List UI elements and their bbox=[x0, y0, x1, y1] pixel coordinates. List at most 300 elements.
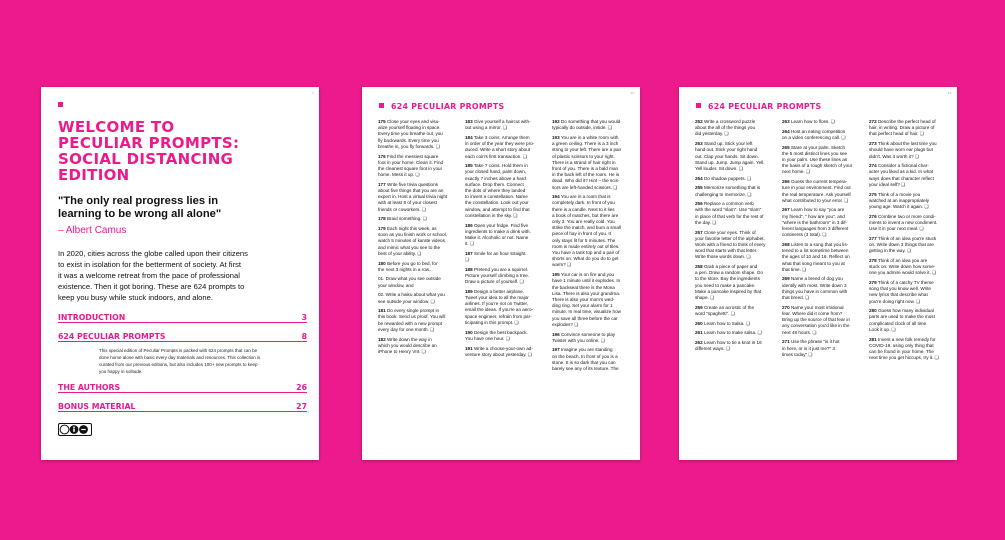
prompt-text: stone. It is so dark that you can bbox=[552, 359, 616, 365]
prompt-number: 261 bbox=[695, 330, 703, 336]
prompt-item bbox=[465, 135, 541, 160]
prompt-text: "where is the bathroom" in 3 dif- bbox=[782, 219, 848, 225]
prompt-number: 271 bbox=[782, 339, 790, 345]
quote-line: "The only real progress lies in bbox=[58, 195, 219, 207]
prompt-text: typically do outside, inside. ❑ bbox=[552, 125, 613, 131]
toc-item-prompts[interactable] bbox=[58, 332, 307, 341]
prompt-line bbox=[869, 248, 945, 254]
prompt-item bbox=[869, 236, 945, 255]
prompt-text: Do every single prompt in bbox=[386, 308, 440, 314]
prompt-text: on a video conferencing call. ❑ bbox=[782, 134, 846, 140]
pink-square-marker bbox=[58, 102, 63, 107]
prompt-text: ferent languages from 3 different bbox=[782, 226, 849, 232]
prompt-text: the ages of 10 and 16. Reflect on bbox=[782, 254, 850, 260]
prompt-text: Design the best backpack. bbox=[473, 329, 528, 335]
prompt-line bbox=[378, 349, 454, 355]
prompt-number: 175 bbox=[378, 119, 386, 124]
prompt-line bbox=[782, 169, 858, 175]
page-number: 12 bbox=[630, 91, 634, 95]
prompt-number: 178 bbox=[378, 216, 386, 222]
prompt-text: You are in a room that is bbox=[560, 194, 611, 200]
prompt-text: alize yourself floating in space. bbox=[378, 125, 441, 131]
prompt-text: venture story about yesterday. ❑ bbox=[465, 351, 532, 357]
prompt-item bbox=[695, 264, 771, 301]
prompt-number: 187 bbox=[465, 250, 473, 256]
prompt-text: Close your eyes and visu- bbox=[386, 119, 440, 124]
prompt-line bbox=[869, 131, 945, 137]
prompt-number: 258 bbox=[695, 264, 703, 270]
toc-page-number: 3 bbox=[301, 313, 307, 322]
prompt-text: in the back left of the room. He is bbox=[552, 172, 620, 178]
prompt-line bbox=[378, 267, 454, 273]
prompt-line bbox=[695, 192, 771, 198]
prompt-line bbox=[869, 299, 945, 305]
prompt-text: a green ceiling. There is a 3 inch bbox=[552, 141, 619, 147]
prompt-text: Smile for an hour straight. bbox=[473, 250, 527, 256]
prompt-number: 268 bbox=[782, 241, 790, 247]
prompt-text: the backseat there is the Mona bbox=[552, 284, 615, 290]
toc-page-number: 8 bbox=[301, 332, 307, 341]
title-line: SOCIAL DISTANCING bbox=[58, 150, 234, 168]
prompt-text: have 1 minute until it explodes. In bbox=[552, 278, 621, 284]
prompt-text: Take 7 coins. Hold them in bbox=[473, 163, 528, 169]
prompt-text: did yesterday. ❑ bbox=[695, 131, 729, 137]
prompt-number: 265 bbox=[782, 144, 790, 150]
prompt-text: expert in. Host a virtual trivia night bbox=[378, 194, 448, 200]
prompt-text: ❑ bbox=[465, 257, 470, 263]
prompt-column bbox=[378, 119, 454, 359]
prompt-text: soon as you finish work or school, bbox=[378, 232, 447, 238]
prompt-item bbox=[465, 346, 541, 358]
prompt-text: a pen. Draw a random shape. Go bbox=[695, 270, 763, 276]
prompt-line bbox=[695, 311, 771, 317]
prompt-text: with the word "slam". Use "slam" bbox=[695, 207, 762, 213]
prompt-number: 194 bbox=[552, 194, 560, 200]
prompt-text: times today" ❑ bbox=[782, 351, 813, 357]
prompt-item bbox=[695, 119, 771, 138]
prompt-number: 180 bbox=[378, 260, 386, 266]
prompt-item bbox=[695, 321, 771, 327]
prompt-number: 274 bbox=[869, 163, 877, 169]
prompt-text: ture in your environment. Find out bbox=[782, 185, 851, 191]
prompt-item bbox=[378, 216, 454, 222]
creative-commons-license-icon bbox=[58, 423, 92, 436]
prompt-line bbox=[869, 154, 945, 160]
prompt-item bbox=[552, 135, 628, 191]
prompt-column bbox=[695, 119, 771, 356]
prompt-text: with at least 5 of your closest bbox=[378, 200, 437, 206]
prompt-text: a book of matches, but there are bbox=[552, 212, 619, 218]
prompt-number: 254 bbox=[695, 175, 703, 181]
prompt-number: 276 bbox=[869, 213, 877, 219]
prompt-text: your ideal self? ❑ bbox=[869, 181, 906, 187]
prompt-text: of plastic scissors to your right. bbox=[552, 153, 615, 159]
prompt-text: Learn how to tie a knot in 16 bbox=[703, 340, 762, 346]
prompt-item bbox=[378, 337, 454, 356]
intro-paragraph bbox=[58, 248, 314, 303]
prompt-text: Make it. Alcoholic or not. Name bbox=[465, 234, 529, 240]
prompt-text: You have a tank top and a pair of bbox=[552, 250, 620, 256]
prompt-text: Guess how many individual bbox=[877, 308, 934, 314]
prompt-text: Memorize something that is bbox=[703, 185, 761, 191]
prompt-text: Replace a common verb bbox=[703, 201, 754, 207]
prompt-text: Name a breed of dog you bbox=[790, 276, 843, 282]
page-header bbox=[379, 102, 504, 111]
prompt-line bbox=[378, 172, 454, 178]
quote-line: learning to be wrong all alone" bbox=[58, 208, 222, 220]
prompt-number: 197 bbox=[552, 347, 560, 353]
prompt-item bbox=[782, 119, 858, 125]
prompt-text: out using a mirror. ❑ bbox=[465, 125, 508, 131]
prompt-item bbox=[378, 276, 454, 288]
prompt-text: watch 5 minutes of karate videos bbox=[378, 238, 445, 244]
toc-item-authors[interactable] bbox=[58, 383, 307, 392]
title-line: EDITION bbox=[58, 166, 130, 184]
prompt-line bbox=[552, 262, 628, 268]
toc-divider bbox=[58, 411, 307, 412]
prompt-line bbox=[552, 185, 628, 191]
prompt-text: what contributed to your error. ❑ bbox=[782, 197, 849, 203]
prompt-item bbox=[465, 330, 541, 342]
prompt-number: 259 bbox=[695, 304, 703, 310]
prompt-item bbox=[782, 129, 858, 141]
prompt-text: Imagine you are standing bbox=[560, 347, 613, 353]
prompt-text: the cleanest square foot in your bbox=[378, 165, 443, 171]
prompt-item bbox=[465, 267, 541, 286]
toc-description-line: curated from our previous editions, but also includes 100+ new prompts to keep bbox=[99, 362, 258, 367]
prompt-text: breathe in, you fly forwards. ❑ bbox=[378, 143, 440, 149]
prompt-item bbox=[552, 272, 628, 328]
page-number: 7 bbox=[311, 91, 313, 95]
prompt-number: 190 bbox=[465, 329, 473, 335]
prompt-text: exactly 7 inches above a hard bbox=[465, 175, 526, 181]
prompt-text: 01. Draw what you see outside bbox=[378, 276, 441, 282]
prompt-text: that time. ❑ bbox=[782, 266, 807, 272]
prompt-item bbox=[869, 141, 945, 160]
prompt-text: about five things that you are an bbox=[378, 188, 444, 194]
prompt-text: There is a strand of hair right in bbox=[552, 159, 616, 165]
prompt-text: Write down the way in bbox=[386, 336, 432, 342]
prompt-text: can be found in your home. The bbox=[869, 349, 934, 354]
prompt-item bbox=[695, 340, 771, 352]
prompt-line bbox=[465, 125, 541, 131]
prompt-number: 253 bbox=[695, 141, 703, 147]
prompt-text: fear. Where did it come from? bbox=[782, 310, 843, 316]
prompt-line bbox=[782, 198, 858, 204]
prompt-text: Work with a friend to think of every bbox=[695, 241, 766, 247]
prompt-text: Grab a piece of paper and bbox=[703, 264, 758, 270]
prompt-number: 267 bbox=[782, 207, 790, 213]
toc-item-bonus[interactable] bbox=[58, 402, 307, 411]
prompt-text: Tweet your idea to all the major bbox=[465, 295, 529, 301]
prompt-line bbox=[378, 327, 454, 333]
toc-label: 624 PECULIAR PROMPTS bbox=[58, 332, 166, 341]
prompt-text: each coin's first transaction. ❑ bbox=[465, 153, 527, 159]
prompt-text: ingredients to make a drink with. bbox=[465, 228, 531, 234]
prompt-line bbox=[465, 241, 541, 247]
prompt-item bbox=[869, 280, 945, 305]
prompt-text: strike the match, and burn a small bbox=[552, 225, 621, 231]
toc-description-line: you happy in solitude. bbox=[99, 369, 143, 374]
prompt-text: that perfect head of hair. ❑ bbox=[869, 131, 924, 137]
intro-line: existence. Then it got boring. These are 624 prompts to bbox=[58, 282, 245, 291]
prompt-item bbox=[782, 242, 858, 273]
prompt-item bbox=[552, 194, 628, 268]
prompt-number: 266 bbox=[782, 179, 790, 185]
prompt-text: Use the phrase "is it hot bbox=[790, 339, 840, 345]
prompt-column bbox=[782, 119, 858, 361]
prompt-number: 196 bbox=[552, 331, 560, 337]
prompt-line bbox=[695, 346, 771, 352]
prompt-text: shape. ❑ bbox=[695, 295, 715, 301]
prompt-text: Think about the last time you bbox=[877, 141, 937, 147]
prompt-text: You have one hour. ❑ bbox=[465, 335, 510, 341]
prompt-text: it. ❑ bbox=[465, 241, 474, 247]
prompt-item bbox=[465, 223, 541, 248]
prompt-line bbox=[465, 279, 541, 285]
prompt-line bbox=[552, 125, 628, 131]
prompt-text: ways does that character reflect bbox=[869, 175, 934, 181]
prompt-item bbox=[695, 201, 771, 226]
prompt-text: Yell louder. Sit down. ❑ bbox=[695, 165, 743, 171]
toc-divider bbox=[58, 322, 307, 323]
prompt-line bbox=[378, 299, 454, 305]
prompt-text: word "spaghetti". ❑ bbox=[695, 310, 735, 316]
prompt-text: home. Mess it up. ❑ bbox=[378, 172, 420, 178]
prompt-text: hand out. Stick your right hand bbox=[695, 147, 758, 153]
prompt-line bbox=[695, 330, 771, 336]
prompt-item bbox=[552, 119, 628, 131]
prompt-text: stuck on. Write down how some- bbox=[869, 264, 936, 270]
prompt-number: 270 bbox=[782, 304, 790, 310]
prompt-item bbox=[869, 337, 945, 362]
prompt-item bbox=[782, 207, 858, 238]
toc-description-line: done home alone with basic every day materials and resources. This collection is bbox=[99, 355, 261, 360]
prompt-text: window, and attempt to find that bbox=[465, 206, 530, 212]
prompt-text: hair, in writing. Draw a picture of bbox=[869, 125, 935, 131]
prompt-text: Learn how to floss. ❑ bbox=[790, 119, 835, 124]
prompt-text: Twister with you online. ❑ bbox=[552, 337, 605, 343]
prompt-number: 192 bbox=[552, 119, 560, 124]
prompt-text: constellation in the sky. ❑ bbox=[465, 212, 518, 218]
prompt-text: surface. Drop them. Connect bbox=[465, 181, 524, 187]
prompt-number: 183 bbox=[465, 119, 473, 124]
prompt-text: Give yourself a haircut with- bbox=[473, 119, 531, 124]
prompt-item bbox=[378, 261, 454, 273]
prompt-text: fly backwards. Every time you bbox=[378, 137, 439, 143]
prompt-line bbox=[695, 166, 771, 172]
prompt-number: 189 bbox=[465, 288, 473, 294]
prompt-column bbox=[552, 119, 628, 376]
prompt-number: 179 bbox=[378, 226, 386, 232]
prompt-text: Braid something. ❑ bbox=[386, 216, 427, 222]
prompt-number: 263 bbox=[782, 119, 790, 124]
prompt-text: Look it up. ❑ bbox=[869, 326, 896, 332]
prompt-item bbox=[695, 176, 771, 182]
prompt-item bbox=[552, 347, 628, 372]
prompt-text: see outside your window. ❑ bbox=[378, 298, 435, 304]
prompt-text: Consider a fictional char- bbox=[877, 163, 929, 169]
prompt-text: ticipating in this prompt. ❑ bbox=[465, 319, 519, 325]
prompt-text: Stare at your palm. Sketch bbox=[790, 144, 846, 150]
prompt-text: the real temperature. Ask yourself bbox=[782, 191, 851, 197]
prompt-item bbox=[695, 185, 771, 197]
prompt-line bbox=[695, 321, 771, 327]
prompt-line bbox=[695, 295, 771, 301]
prompt-line bbox=[552, 322, 628, 328]
prompt-number: 280 bbox=[869, 308, 877, 314]
prompt-number: 256 bbox=[695, 201, 703, 207]
prompt-text: ments to invent a new condiment. bbox=[869, 219, 938, 225]
prompt-line bbox=[378, 207, 454, 213]
prompt-text: Picture yourself climbing a tree. bbox=[465, 272, 530, 278]
prompt-text: this book. Send us proof. You will bbox=[378, 314, 446, 320]
prompt-text: new lyrics that describe what bbox=[869, 292, 928, 298]
prompt-number: 281 bbox=[869, 336, 877, 342]
prompt-line bbox=[869, 355, 945, 361]
prompt-number: 195 bbox=[552, 272, 560, 278]
prompt-text: Design a better airplane. bbox=[473, 288, 525, 294]
prompt-line bbox=[465, 352, 541, 358]
prompt-text: airlines. If you're not on Twitter, bbox=[465, 301, 529, 307]
prompt-text: identify with most. Write down 3 bbox=[782, 282, 847, 288]
prompt-text: getting in the way. ❑ bbox=[869, 248, 912, 254]
prompt-item bbox=[378, 292, 454, 304]
prompt-columns bbox=[378, 119, 628, 456]
prompt-item bbox=[869, 119, 945, 138]
prompt-text: best of your ability. ❑ bbox=[378, 250, 422, 256]
prompt-line bbox=[378, 283, 454, 289]
intro-line: to exist in isolation for the betterment of society. At first bbox=[58, 260, 242, 269]
prompt-number: 184 bbox=[465, 134, 473, 140]
prompt-text: next home. ❑ bbox=[782, 169, 811, 175]
prompt-item bbox=[378, 308, 454, 333]
prompt-text: Think of an idea you're stuck bbox=[877, 235, 937, 241]
prompt-item bbox=[378, 119, 454, 150]
prompt-text: the basis of a rough sketch of your bbox=[782, 163, 853, 169]
prompt-text: every day for one month. ❑ bbox=[378, 326, 435, 332]
prompt-text: duced. Write a short story about bbox=[465, 147, 531, 153]
prompt-text: Think of an idea you are bbox=[877, 257, 928, 263]
prompt-text: you're doing right now. ❑ bbox=[869, 298, 921, 304]
prompt-text: Do shadow puppets. ❑ bbox=[703, 175, 752, 181]
prompt-text: string to your left. There are a pair bbox=[552, 147, 622, 153]
toc-divider bbox=[58, 392, 307, 393]
prompt-text: Open your fridge. Find five bbox=[473, 222, 529, 228]
prompt-item bbox=[552, 332, 628, 344]
prompt-text: Lisa. There is also your grandma. bbox=[552, 290, 621, 296]
prompt-line bbox=[552, 338, 628, 344]
toc-label: BONUS MATERIAL bbox=[58, 402, 136, 411]
prompt-text: different ways. ❑ bbox=[695, 346, 730, 352]
toc-page-number: 27 bbox=[296, 402, 307, 411]
prompt-line bbox=[869, 226, 945, 232]
prompt-text: sors are left-handed scissors. ❑ bbox=[552, 184, 618, 190]
prompt-text: and mimic what you see to the bbox=[378, 244, 441, 250]
toc-page-number: 26 bbox=[296, 383, 307, 392]
prompt-line bbox=[378, 144, 454, 150]
prompt-text: completely dark. In front of you bbox=[552, 200, 615, 206]
prompt-text: explodes? ❑ bbox=[552, 321, 579, 327]
prompt-text: Learn how to Salsa. ❑ bbox=[703, 320, 750, 326]
toc-item-introduction[interactable] bbox=[58, 313, 307, 322]
prompt-item bbox=[869, 258, 945, 277]
prompt-text: dead. Who did it? Hint – the scis- bbox=[552, 178, 620, 184]
prompt-text: piece of hay in front of you. It bbox=[552, 231, 611, 237]
prompt-text: barely see any of its texture. The bbox=[552, 366, 619, 372]
prompt-text: minute. In real time, visualize how bbox=[552, 309, 621, 315]
prompt-item bbox=[695, 330, 771, 336]
prompt-text: in order of the year they were pro- bbox=[465, 141, 535, 147]
prompt-line bbox=[465, 336, 541, 342]
page-header bbox=[696, 102, 821, 111]
prompt-text: should have worn ear plugs but bbox=[869, 147, 933, 153]
prompt-line bbox=[552, 366, 628, 372]
prompt-item bbox=[782, 339, 858, 358]
prompt-text: your window, and bbox=[378, 282, 414, 288]
prompt-number: 262 bbox=[695, 340, 703, 346]
prompt-text: the next 3 nights in a row... bbox=[378, 266, 433, 272]
prompt-number: 193 bbox=[552, 134, 560, 140]
prompt-number: 191 bbox=[465, 345, 473, 351]
toc-description bbox=[99, 347, 304, 375]
prompt-line bbox=[695, 176, 771, 182]
prompt-item bbox=[465, 119, 541, 131]
prompt-text: song that you know well. Write bbox=[869, 286, 931, 292]
prompt-text: Combine two or more condi- bbox=[877, 213, 936, 219]
toc-label: THE AUTHORS bbox=[58, 383, 121, 392]
prompt-text: Think of a movie you bbox=[877, 191, 921, 197]
prompt-text: front of you. There is a bald man bbox=[552, 165, 619, 171]
prompt-text: Close your eyes. Think of bbox=[703, 229, 756, 235]
toc-label: INTRODUCTION bbox=[58, 313, 126, 322]
prompt-number: 252 bbox=[695, 119, 703, 124]
intro-line: keep you busy while stuck indoors, and alone. bbox=[58, 293, 213, 302]
prompt-text: about the all of the things you bbox=[695, 125, 756, 131]
prompt-number: 181 bbox=[378, 308, 386, 314]
quote bbox=[58, 195, 310, 221]
prompt-text: next time you get hiccups, try it. ❑ bbox=[869, 355, 939, 361]
prompt-item bbox=[869, 214, 945, 233]
prompt-text: Think of a catchy TV theme bbox=[877, 279, 934, 285]
prompt-number: 278 bbox=[869, 257, 877, 263]
prompt-line bbox=[465, 154, 541, 160]
prompt-text: Describe the perfect head of bbox=[877, 119, 936, 124]
prompt-item bbox=[782, 145, 858, 176]
prompt-text: on the beach. In front of you is a bbox=[552, 353, 618, 359]
prompt-number: 177 bbox=[378, 181, 386, 187]
prompt-item bbox=[782, 276, 858, 301]
toc-description-line: This special edition of Peculiar Prompts is packed with 624 prompts that can be bbox=[99, 348, 258, 353]
prompt-number: 185 bbox=[465, 163, 473, 169]
prompt-line bbox=[695, 220, 771, 226]
prompt-text: your closed hand, palm down, bbox=[465, 169, 527, 175]
prompt-line bbox=[695, 254, 771, 260]
prompt-text: the dots of where they landed bbox=[465, 188, 526, 194]
intro-line: it was a welcome retreat from the pace of professional bbox=[58, 271, 240, 280]
prompt-text: Create an acrostic of the bbox=[703, 304, 754, 310]
prompt-text: there is a candle. Next to it lies bbox=[552, 206, 615, 212]
prompt-text: in your palm. Use these lines as bbox=[782, 157, 848, 163]
title-line: PECULIAR PROMPTS: bbox=[58, 134, 240, 152]
prompt-text: didn't. Was it worth it? ❑ bbox=[869, 153, 920, 159]
prompt-number: 279 bbox=[869, 279, 877, 285]
prompt-number: 176 bbox=[378, 153, 386, 159]
prompt-item bbox=[782, 305, 858, 336]
prompt-text: which you would describe an bbox=[378, 342, 437, 348]
prompt-text: Write a choose-your-own ad- bbox=[473, 345, 533, 351]
prompt-text: tened to a lot sometime between bbox=[782, 248, 849, 254]
